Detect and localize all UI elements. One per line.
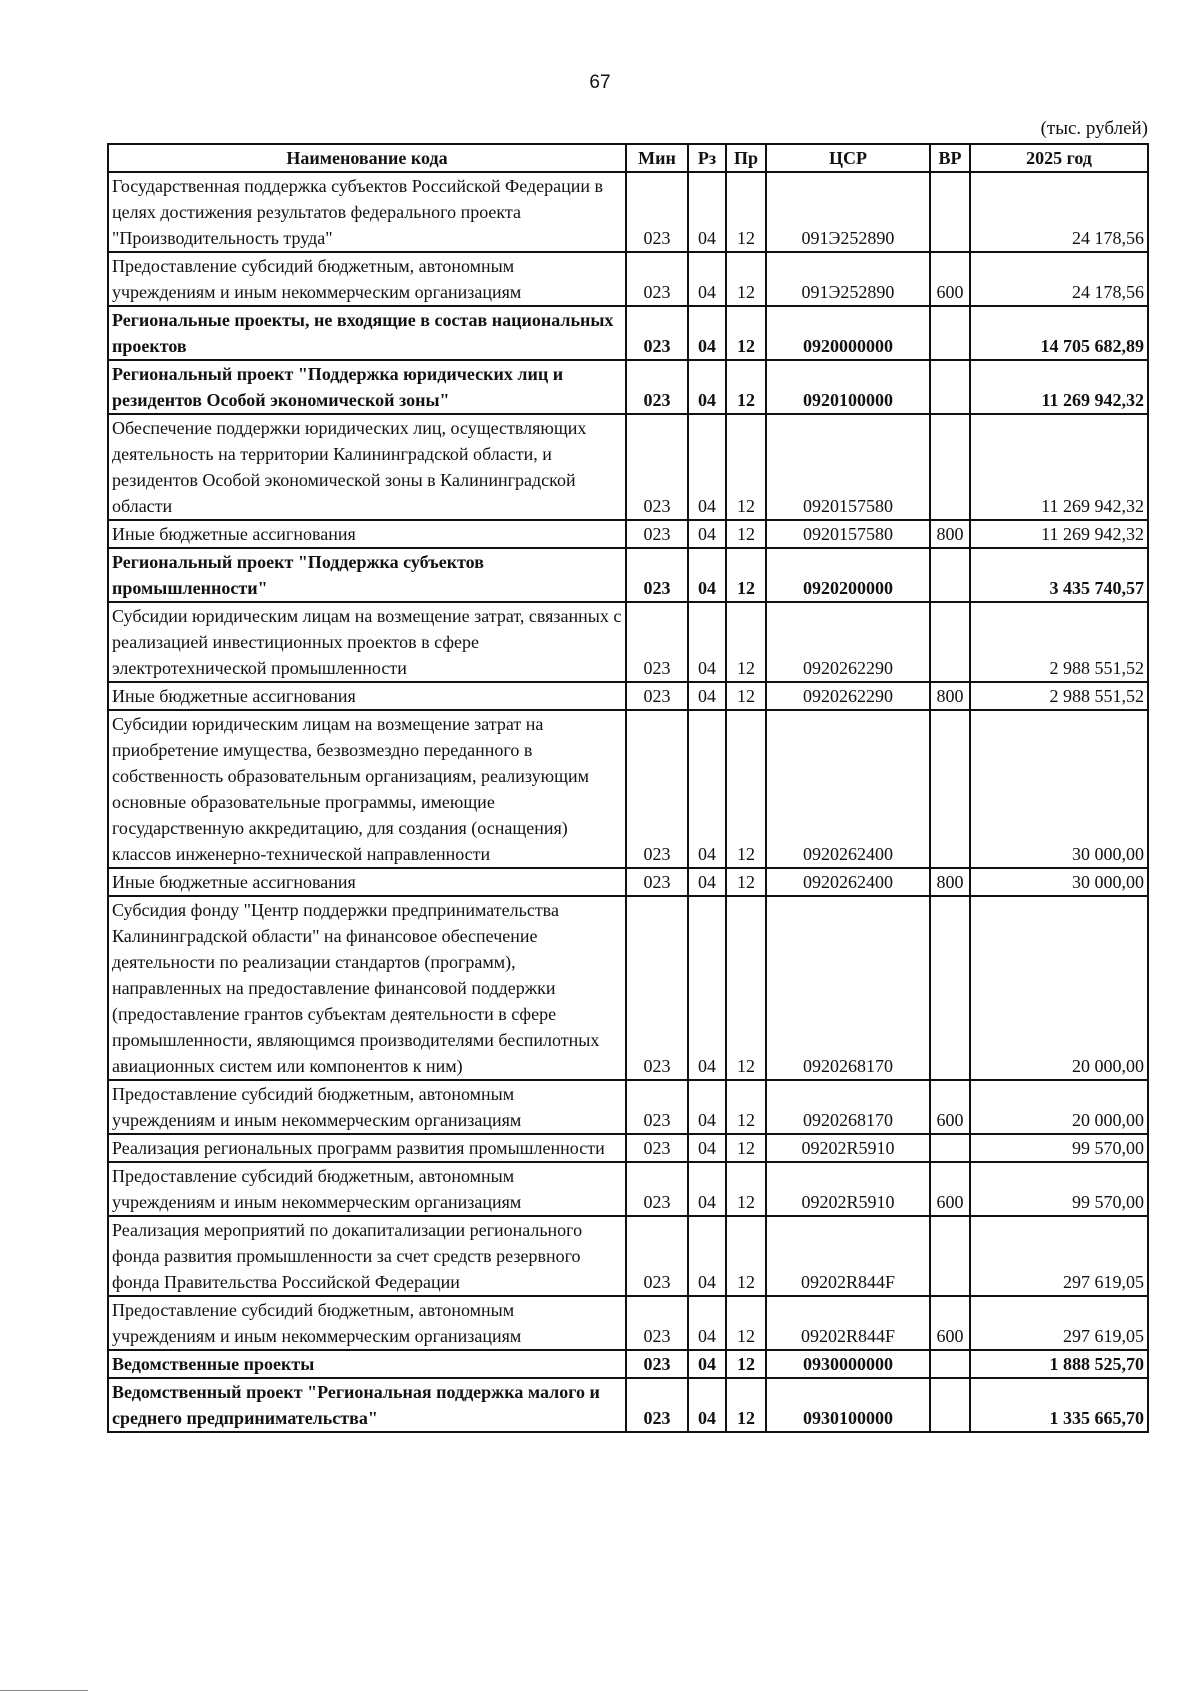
row-min: 023 xyxy=(626,414,688,520)
row-csr: 0920262290 xyxy=(766,602,930,682)
row-vr xyxy=(930,306,970,360)
row-min: 023 xyxy=(626,1296,688,1350)
row-rz: 04 xyxy=(688,306,726,360)
row-min: 023 xyxy=(626,868,688,896)
header-csr: ЦСР xyxy=(766,144,930,172)
row-min: 023 xyxy=(626,1378,688,1432)
row-vr: 800 xyxy=(930,520,970,548)
table-body xyxy=(108,172,1148,1432)
row-min: 023 xyxy=(626,1162,688,1216)
row-pr: 12 xyxy=(726,520,766,548)
row-rz: 04 xyxy=(688,414,726,520)
table-row xyxy=(108,360,1148,414)
row-csr: 09202R844F xyxy=(766,1296,930,1350)
row-sum: 20 000,00 xyxy=(970,1080,1148,1134)
row-rz: 04 xyxy=(688,1134,726,1162)
row-min: 023 xyxy=(626,602,688,682)
header-rz: Рз xyxy=(688,144,726,172)
row-vr xyxy=(930,360,970,414)
row-min: 023 xyxy=(626,1216,688,1296)
row-name: Иные бюджетные ассигнования xyxy=(108,682,626,710)
row-rz: 04 xyxy=(688,602,726,682)
row-csr: 0930100000 xyxy=(766,1378,930,1432)
table-row xyxy=(108,1080,1148,1134)
row-sum: 1 335 665,70 xyxy=(970,1378,1148,1432)
table-row xyxy=(108,868,1148,896)
row-rz: 04 xyxy=(688,1378,726,1432)
row-sum: 30 000,00 xyxy=(970,710,1148,868)
row-rz: 04 xyxy=(688,1162,726,1216)
row-pr: 12 xyxy=(726,710,766,868)
row-pr: 12 xyxy=(726,360,766,414)
row-sum: 297 619,05 xyxy=(970,1216,1148,1296)
row-vr xyxy=(930,1350,970,1378)
row-rz: 04 xyxy=(688,548,726,602)
row-pr: 12 xyxy=(726,682,766,710)
table-row xyxy=(108,896,1148,1080)
row-vr xyxy=(930,896,970,1080)
row-vr xyxy=(930,414,970,520)
table-row xyxy=(108,172,1148,252)
row-name: Региональный проект "Поддержка юридических лиц и резидентов Особой экономической зоны" xyxy=(108,360,626,414)
row-name: Региональные проекты, не входящие в состав национальных проектов xyxy=(108,306,626,360)
row-pr: 12 xyxy=(726,1350,766,1378)
row-vr: 800 xyxy=(930,682,970,710)
row-name: Субсидии юридическим лицам на возмещение затрат, связанных с реализацией инвестиционных проектов в сфере электротехнической промышленности xyxy=(108,602,626,682)
row-vr xyxy=(930,1378,970,1432)
table-row xyxy=(108,1350,1148,1378)
row-sum: 2 988 551,52 xyxy=(970,602,1148,682)
table-row xyxy=(108,1162,1148,1216)
row-min: 023 xyxy=(626,172,688,252)
row-name: Ведомственный проект "Региональная поддержка малого и среднего предпринимательства" xyxy=(108,1378,626,1432)
row-vr xyxy=(930,172,970,252)
row-sum: 99 570,00 xyxy=(970,1134,1148,1162)
table-row xyxy=(108,548,1148,602)
row-min: 023 xyxy=(626,682,688,710)
table-row xyxy=(108,1378,1148,1432)
row-pr: 12 xyxy=(726,1162,766,1216)
row-csr: 0920262290 xyxy=(766,682,930,710)
row-csr: 0920100000 xyxy=(766,360,930,414)
row-rz: 04 xyxy=(688,252,726,306)
table-row xyxy=(108,1296,1148,1350)
row-vr xyxy=(930,548,970,602)
row-vr: 600 xyxy=(930,1296,970,1350)
row-rz: 04 xyxy=(688,360,726,414)
row-name: Иные бюджетные ассигнования xyxy=(108,868,626,896)
row-pr: 12 xyxy=(726,1216,766,1296)
table-row xyxy=(108,1216,1148,1296)
row-csr: 0920157580 xyxy=(766,520,930,548)
row-vr xyxy=(930,1216,970,1296)
row-pr: 12 xyxy=(726,1378,766,1432)
row-name: Предоставление субсидий бюджетным, автономным учреждениям и иным некоммерческим организациям xyxy=(108,252,626,306)
row-csr: 0920268170 xyxy=(766,1080,930,1134)
row-min: 023 xyxy=(626,1080,688,1134)
row-pr: 12 xyxy=(726,172,766,252)
row-min: 023 xyxy=(626,710,688,868)
row-pr: 12 xyxy=(726,548,766,602)
row-name: Реализация региональных программ развития промышленности xyxy=(108,1134,626,1162)
row-name: Государственная поддержка субъектов Российской Федерации в целях достижения результатов федерального проекта "Производительность труда" xyxy=(108,172,626,252)
table-row xyxy=(108,520,1148,548)
row-pr: 12 xyxy=(726,252,766,306)
table-row xyxy=(108,710,1148,868)
table-row xyxy=(108,252,1148,306)
header-sum: 2025 год xyxy=(970,144,1148,172)
row-sum: 1 888 525,70 xyxy=(970,1350,1148,1378)
row-pr: 12 xyxy=(726,896,766,1080)
row-vr xyxy=(930,1134,970,1162)
row-csr: 0920262400 xyxy=(766,710,930,868)
row-name: Предоставление субсидий бюджетным, автономным учреждениям и иным некоммерческим организациям xyxy=(108,1296,626,1350)
row-csr: 091Э252890 xyxy=(766,172,930,252)
row-sum: 20 000,00 xyxy=(970,896,1148,1080)
row-name: Реализация мероприятий по докапитализации регионального фонда развития промышленности за счет средств резервного фонда Правительства Российской Федерации xyxy=(108,1216,626,1296)
header-pr: Пр xyxy=(726,144,766,172)
row-csr: 09202R5910 xyxy=(766,1162,930,1216)
row-min: 023 xyxy=(626,306,688,360)
row-rz: 04 xyxy=(688,1350,726,1378)
units-label: (тыс. рублей) xyxy=(1040,118,1148,139)
row-csr: 0920200000 xyxy=(766,548,930,602)
table-row xyxy=(108,682,1148,710)
row-name: Региональный проект "Поддержка субъектов промышленности" xyxy=(108,548,626,602)
row-sum: 11 269 942,32 xyxy=(970,360,1148,414)
header-vr: ВР xyxy=(930,144,970,172)
row-vr: 800 xyxy=(930,868,970,896)
row-sum: 14 705 682,89 xyxy=(970,306,1148,360)
row-rz: 04 xyxy=(688,172,726,252)
row-rz: 04 xyxy=(688,1080,726,1134)
row-pr: 12 xyxy=(726,868,766,896)
row-sum: 99 570,00 xyxy=(970,1162,1148,1216)
header-name: Наименование кода xyxy=(108,144,626,172)
row-sum: 3 435 740,57 xyxy=(970,548,1148,602)
table-row xyxy=(108,306,1148,360)
row-csr: 0920262400 xyxy=(766,868,930,896)
row-min: 023 xyxy=(626,548,688,602)
row-min: 023 xyxy=(626,1134,688,1162)
row-vr: 600 xyxy=(930,1080,970,1134)
row-csr: 091Э252890 xyxy=(766,252,930,306)
row-pr: 12 xyxy=(726,602,766,682)
row-min: 023 xyxy=(626,360,688,414)
row-pr: 12 xyxy=(726,1296,766,1350)
row-min: 023 xyxy=(626,252,688,306)
row-name: Иные бюджетные ассигнования xyxy=(108,520,626,548)
row-name: Ведомственные проекты xyxy=(108,1350,626,1378)
row-csr: 0930000000 xyxy=(766,1350,930,1378)
row-rz: 04 xyxy=(688,868,726,896)
row-name: Предоставление субсидий бюджетным, автономным учреждениям и иным некоммерческим организациям xyxy=(108,1162,626,1216)
row-name: Субсидии юридическим лицам на возмещение затрат на приобретение имущества, безвозмездно переданного в собственность образовательным организациям, реализующим основные образовательные программы, имеющие государственную аккредитацию, для создания (оснащения) классов инженерно-технической направленности xyxy=(108,710,626,868)
row-sum: 30 000,00 xyxy=(970,868,1148,896)
row-rz: 04 xyxy=(688,1216,726,1296)
row-name: Обеспечение поддержки юридических лиц, осуществляющих деятельность на территории Калининградской области, и резидентов Особой экономической зоны в Калининградской области xyxy=(108,414,626,520)
row-rz: 04 xyxy=(688,1296,726,1350)
table-row xyxy=(108,1134,1148,1162)
header-min: Мин xyxy=(626,144,688,172)
row-vr xyxy=(930,710,970,868)
table-row xyxy=(108,414,1148,520)
row-pr: 12 xyxy=(726,306,766,360)
row-rz: 04 xyxy=(688,520,726,548)
row-name: Субсидия фонду "Центр поддержки предпринимательства Калининградской области" на финансовое обеспечение деятельности по реализации стандартов (программ), направленных на предоставление финансовой поддержки (предоставление грантов субъектам деятельности в сфере промышленности, являющимся производителями беспилотных авиационных систем или компонентов к ним) xyxy=(108,896,626,1080)
row-csr: 0920157580 xyxy=(766,414,930,520)
row-csr: 09202R5910 xyxy=(766,1134,930,1162)
row-min: 023 xyxy=(626,520,688,548)
row-vr xyxy=(930,602,970,682)
row-sum: 24 178,56 xyxy=(970,172,1148,252)
table-row xyxy=(108,602,1148,682)
row-sum: 297 619,05 xyxy=(970,1296,1148,1350)
row-rz: 04 xyxy=(688,710,726,868)
row-name: Предоставление субсидий бюджетным, автономным учреждениям и иным некоммерческим организациям xyxy=(108,1080,626,1134)
row-pr: 12 xyxy=(726,1134,766,1162)
row-vr: 600 xyxy=(930,252,970,306)
row-sum: 2 988 551,52 xyxy=(970,682,1148,710)
table-header-row xyxy=(108,144,1148,172)
row-min: 023 xyxy=(626,896,688,1080)
row-csr: 09202R844F xyxy=(766,1216,930,1296)
row-csr: 0920000000 xyxy=(766,306,930,360)
row-vr: 600 xyxy=(930,1162,970,1216)
row-sum: 11 269 942,32 xyxy=(970,414,1148,520)
page-number: 67 xyxy=(589,72,611,93)
row-sum: 11 269 942,32 xyxy=(970,520,1148,548)
row-csr: 0920268170 xyxy=(766,896,930,1080)
row-rz: 04 xyxy=(688,682,726,710)
row-min: 023 xyxy=(626,1350,688,1378)
row-sum: 24 178,56 xyxy=(970,252,1148,306)
budget-table xyxy=(107,143,1149,1433)
row-rz: 04 xyxy=(688,896,726,1080)
row-pr: 12 xyxy=(726,414,766,520)
scan-edge-line xyxy=(0,1690,88,1691)
row-pr: 12 xyxy=(726,1080,766,1134)
